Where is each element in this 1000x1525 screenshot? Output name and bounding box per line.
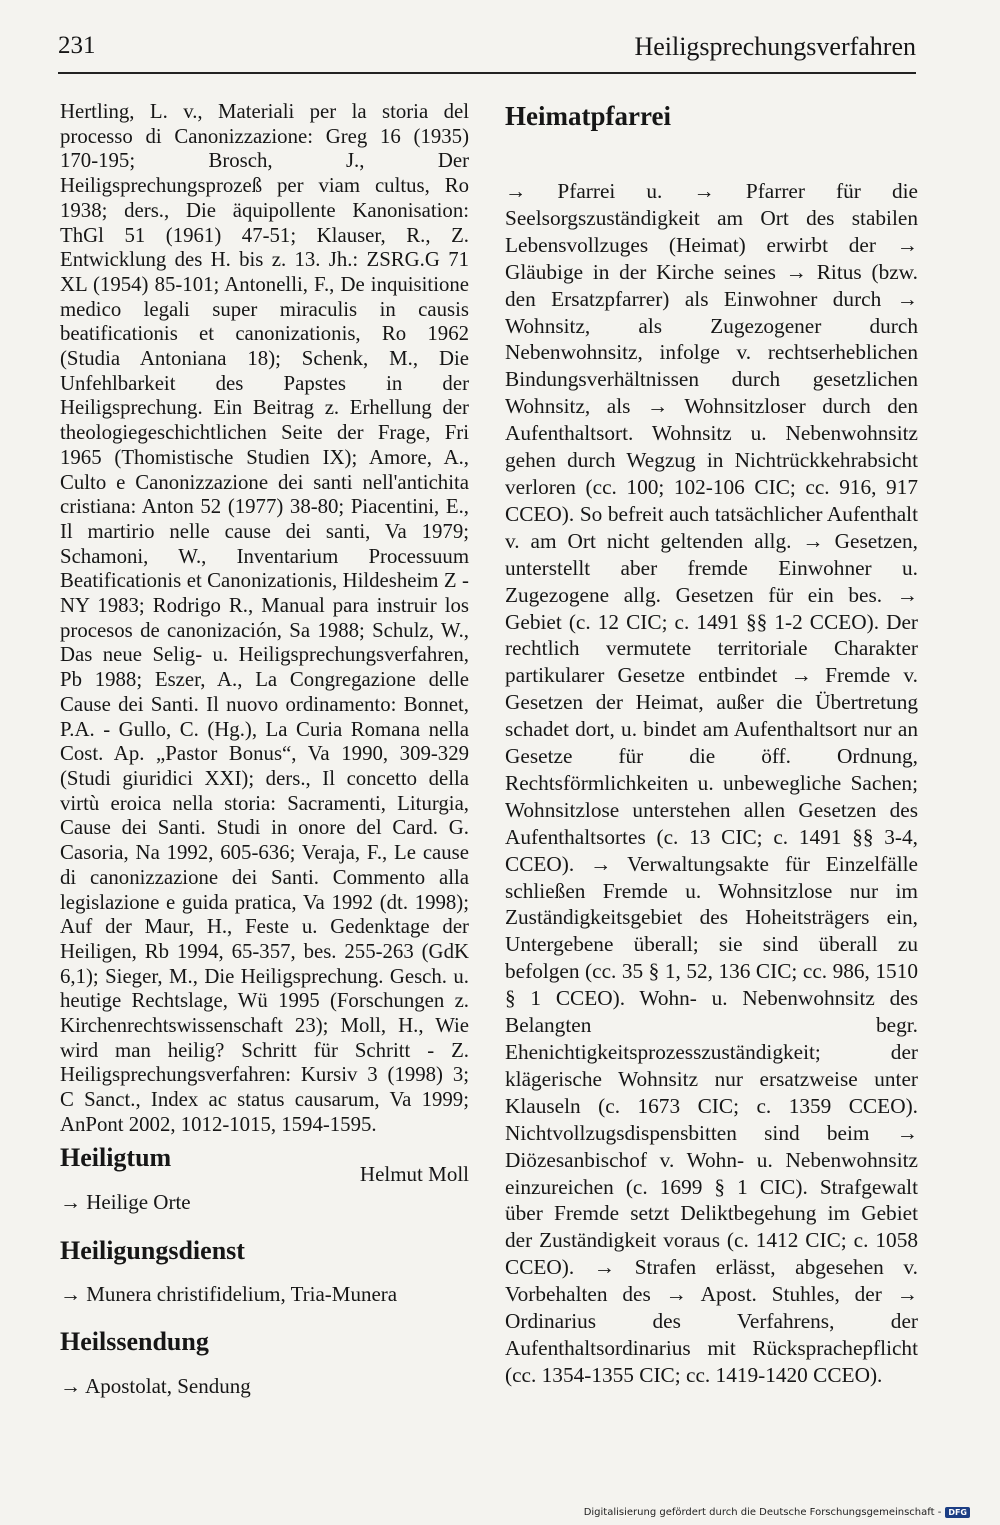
heimatpfarrei-body: → Pfarrei u. → Pfarrer für die Seelsorgszuständigkeit am Ort des stabilen Lebensvollzuges (Heimat) erwirbt der → Gläubige in der Kirche seines → Ritus (bzw. den Ersatzpfarrer) als Einwohner durch → Wohnsitz, als Zugezogener durch Nebenwohnsitz, infolge v. rechtserheblichen Bindungsverhältnissen durch gesetzlichen Wohnsitz, als → Wohnsitzloser durch den Aufenthaltsort. Wohnsitz u. Nebenwohnsitz gehen durch Wegzug in Nichtrückkehrabsicht verloren (cc. 100; 102-106 CIC; cc. 916, 917 CCEO). So befreit auch tatsächlicher Aufenthalt v. am Ort nicht geltenden allg. → Gesetzen, unterstellt aber fremde Einwohner u. Zugezogene allg. Gesetzen für ein bes. → Gebiet (c. 12 CIC; c. 1491 §§ 1-2 CCEO). Der rechtlich vermutete territoriale Charakter partikularer Gesetze entbindet → Fremde v. Gesetzen der Heimat, außer die Übertretung schadet dort, u. bindet am Aufenthaltsort nur an Gesetze für die öff. Ordnung, Rechtsförmlichkeiten u. unbewegliche Sachen; Wohnsitzlose unterstehen allen Gesetzen des Aufenthaltsortes (c. 13 CIC; c. 1491 §§ 3-4, CCEO). → Verwaltungsakte für Einzelfälle schließen Fremde u. Wohnsitzlose nur im Zuständigkeitsgebiet des Hoheitsträgers ein, Untergebene überall; sie sind überall zu befolgen (cc. 35 § 1, 52, 136 CIC; cc. 986, 1510 § 1 CCEO). Wohn- u. Nebenwohnsitz des Belangten begr. Ehenichtigkeitsprozesszuständigkeit; der klägerische Wohnsitz nur ersatzweise unter Klauseln (c. 1673 CIC; c. 1359 CCEO). Nichtvollzugsdispensbitten sind beim → Diözesanbischof v. Wohn- u. Nebenwohnsitz einzureichen (c. 1699 § 1 CIC). Strafgewalt über Fremde setzt Deliktbegehung im Gebiet der Zuständigkeit voraus (c. 1412 CIC; c. 1058 CCEO). → Strafen erlässt, abgesehen v. Vorbehalten des → Apost. Stuhles, der → Ordinarius des Verfahrens, der Aufenthaltsordinarius mit Rücksprachepflicht (cc. 1354-1355 CIC; cc. 1419-1420 CCEO). (505, 179, 918, 1387)
header-rule (58, 72, 916, 74)
headword-heilssendung: Heilssendung (60, 1327, 209, 1356)
cross-reference-heiligungsdienst[interactable]: → Munera christifidelium, Tria-Munera (60, 1282, 398, 1306)
bibliography-paragraph: Hertling, L. v., Materiali per la storia del processo di Canonizzazione: Greg 16 (1935) 170-195; Brosch, J., Der Heiligsprechungsprozeß per viam cultus, Ro 1938; ders., Die äquipollente Kanonisation: ThGl 51 (1961) 47-51; Klauser, R., Z. Entwicklung des H. bis z. 13. Jh.: ZSRG.G 71 XL (1954) 85-101; Antonelli, F., De inquisitione medico legali super miraculis in causis beatificationis et canonizationis, Ro 1962 (Studia Antoniana 18); Schenk, M., Die Unfehlbarkeit des Papstes in der Heiligsprechung. Ein Beitrag z. Erhellung der theologiegeschichtlichen Seite der Frage, Fri 1965 (Thomistische Studien IX); Amore, A., Culto e Canonizzazione dei santi nell'antichita cristiana: Anton 52 (1977) 38-80; Piacentini, E., Il martirio nelle cause dei santi, Va 1979; Schamoni, W., Inventarium Processuum Beatificationis et Canonizationis, Hildesheim Z - NY 1983; Rodrigo R., Manual para instruir los procesos de canonización, Sa 1988; Schulz, W., Das neue Selig- u. Heiligsprechungsverfahren, Pb 1988; Eszer, A., La Congregazione delle Cause dei Santi. Il nuovo ordinamento: Bonnet, P.A. - Gullo, C. (Hg.), La Curia Romana nella Cost. Ap. „Pastor Bonus“, Va 1990, 309-329 (Studi giuridici XXI); ders., Il concetto della virtù eroica nella storia: Sacramenti, Liturgia, Cause dei Santi. Studi in onore del Card. G. Casoria, Na 1992, 605-636; Veraja, F., Le cause di canonizzazione dei Santi. Commento alla legislazione e guida pratica, Va 1992 (dt. 1998); Auf der Maur, H., Feste u. Gedenktage der Heiligen, Rb 1994, 65-357, bes. 255-263 (GdK 6,1); Sieger, M., Die Heiligsprechung. Gesch. u. heutige Rechtslage, Wü 1995 (Forschungen z. Kirchenrechtswissenschaft 23); Moll, H., Wie wird man heilig? Schritt für Schritt - Z. Heiligsprechungsverfahren: Kursiv 3 (1998) 3; C Sanct., Index ac status causarum, Va 1999; AnPont 2002, 1012-1015, 1594-1595. (60, 100, 469, 1136)
cross-reference-heiligtum[interactable]: → Heilige Orte (60, 1190, 191, 1214)
headword-heiligtum: Heiligtum (60, 1143, 172, 1172)
cross-reference-heilssendung[interactable]: → Apostolat, Sendung (60, 1374, 251, 1398)
running-head: Heiligsprechungsverfahren (634, 32, 916, 61)
left-column (60, 100, 469, 1187)
digitization-credit (584, 1507, 970, 1518)
right-column (505, 100, 918, 1389)
headword-heiligungsdienst: Heiligungsdienst (60, 1236, 245, 1265)
article-author: Helmut Moll (359, 1161, 469, 1186)
credit-text: Digitalisierung gefördert durch die Deutsche Forschungsgemeinschaft - (583, 1507, 942, 1518)
dfg-logo-icon: DFG (945, 1507, 970, 1518)
headword-heimatpfarrei: Heimatpfarrei (505, 101, 671, 131)
page-number: 231 (58, 32, 96, 59)
